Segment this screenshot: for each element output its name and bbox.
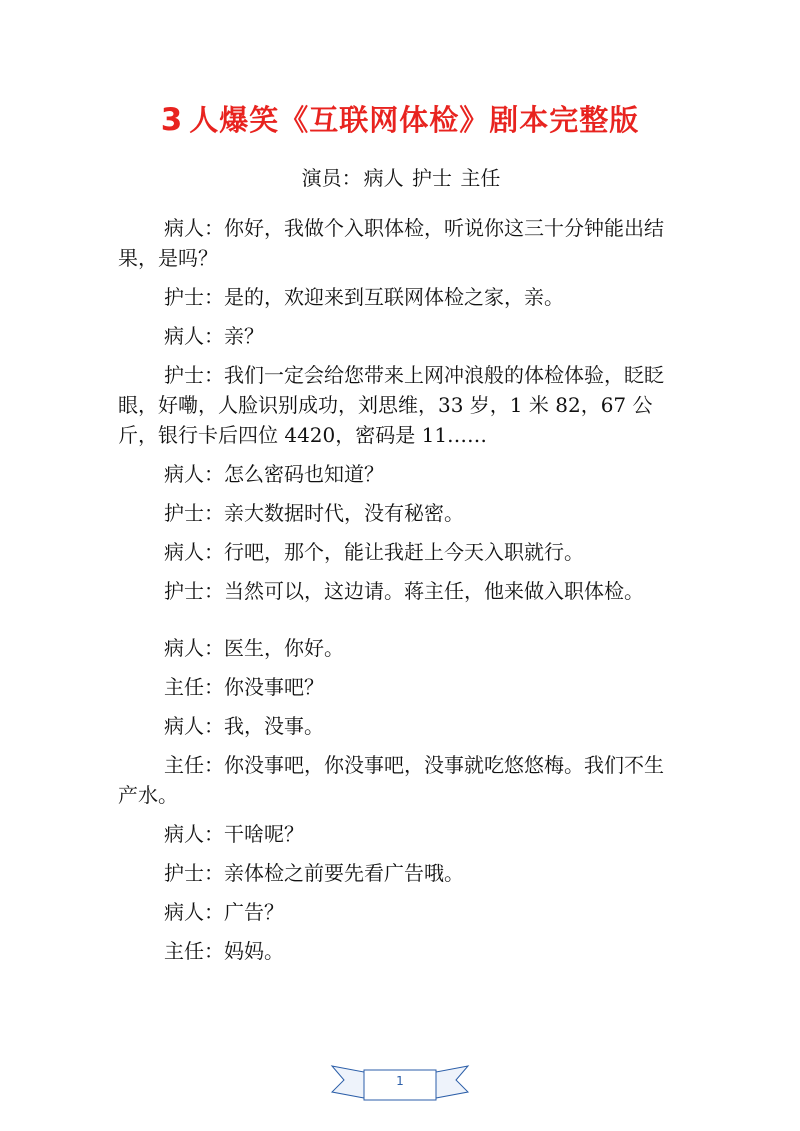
line-text: 亲体检之前要先看广告哦。: [224, 861, 464, 885]
cast-role: 护士: [412, 166, 452, 190]
cast-label: 演员：: [301, 166, 362, 190]
speaker: 病人: [164, 540, 204, 564]
cast-role: 主任: [460, 166, 501, 190]
page-title: [0, 98, 800, 139]
dialogue-line: 病人：干啥呢？: [164, 822, 304, 846]
page-number: 1: [396, 1074, 404, 1088]
dialogue-line: 护士：是的，欢迎来到互联网体检之家，亲。: [164, 285, 564, 309]
dialogue-line: 病人：你好，我做个入职体检，听说你这三十分钟能出结果，是吗？: [118, 216, 664, 270]
line-text: 亲？: [224, 324, 264, 348]
line-text: 医生，你好。: [224, 636, 344, 660]
dialogue-line: 病人：广告？: [164, 900, 284, 924]
dialogue-line: 主任：你没事吧，你没事吧，没事就吃悠悠梅。我们不生产水。: [118, 753, 664, 807]
title-text: 人爆笑《互联网体检》剧本完整版: [189, 103, 640, 137]
script-body: [118, 213, 678, 975]
speaker: 护士: [164, 285, 204, 309]
speaker: 病人: [164, 714, 204, 738]
line-text: 亲大数据时代，没有秘密。: [224, 501, 464, 525]
title-number: 3: [160, 102, 184, 138]
line-text: 我，没事。: [224, 714, 324, 738]
line-text: 广告？: [224, 900, 284, 924]
line-text: 你好，我做个入职体检，听说你这三十分钟能出结果，是吗？: [118, 216, 664, 270]
speaker: 主任: [164, 753, 204, 777]
line-text: 当然可以，这边请。蒋主任，他来做入职体检。: [224, 579, 644, 603]
line-text: 妈妈。: [224, 939, 284, 963]
speaker: 病人: [164, 636, 204, 660]
speaker: 护士: [164, 501, 204, 525]
line-text: 怎么密码也知道？: [224, 462, 384, 486]
speaker: 护士: [164, 861, 204, 885]
line-text: 你没事吧？: [224, 675, 324, 699]
dialogue-line: 主任：你没事吧？: [164, 675, 324, 699]
speaker: 病人: [164, 462, 204, 486]
cast-line: [0, 162, 800, 191]
dialogue-line: 病人：医生，你好。: [164, 636, 344, 660]
speaker: 病人: [164, 216, 204, 240]
speaker: 主任: [164, 939, 204, 963]
page-footer-ribbon: [330, 1058, 470, 1106]
dialogue-line: 病人：我，没事。: [164, 714, 324, 738]
line-text: 是的，欢迎来到互联网体检之家，亲。: [224, 285, 564, 309]
dialogue-line: 护士：亲大数据时代，没有秘密。: [164, 501, 464, 525]
speaker: 主任: [164, 675, 204, 699]
dialogue-line: 主任：妈妈。: [164, 939, 284, 963]
dialogue-line: 病人：怎么密码也知道？: [164, 462, 384, 486]
line-text: 行吧，那个，能让我赶上今天入职就行。: [224, 540, 584, 564]
speaker: 病人: [164, 900, 204, 924]
line-text: 干啥呢？: [224, 822, 304, 846]
speaker: 护士: [164, 579, 204, 603]
dialogue-line: 护士：当然可以，这边请。蒋主任，他来做入职体检。: [164, 579, 644, 603]
dialogue-line: 病人：亲？: [164, 324, 264, 348]
line-text: 我们一定会给您带来上网冲浪般的体检体验，眨眨眼，好嘞，人脸识别成功，刘思维，33 岁，1 米 82，67 公斤，银行卡后四位 4420，密码是 11……: [118, 363, 664, 447]
speaker: 护士: [164, 363, 204, 387]
cast-role: 病人: [363, 166, 404, 190]
speaker: 病人: [164, 324, 204, 348]
line-text: 你没事吧，你没事吧，没事就吃悠悠梅。我们不生产水。: [118, 753, 664, 807]
dialogue-line: 病人：行吧，那个，能让我赶上今天入职就行。: [164, 540, 584, 564]
dialogue-line: 护士：亲体检之前要先看广告哦。: [164, 861, 464, 885]
dialogue-line: 护士：我们一定会给您带来上网冲浪般的体检体验，眨眨眼，好嘞，人脸识别成功，刘思维，33 岁，1 米 82，67 公斤，银行卡后四位 4420，密码是 11……: [118, 363, 664, 447]
speaker: 病人: [164, 822, 204, 846]
